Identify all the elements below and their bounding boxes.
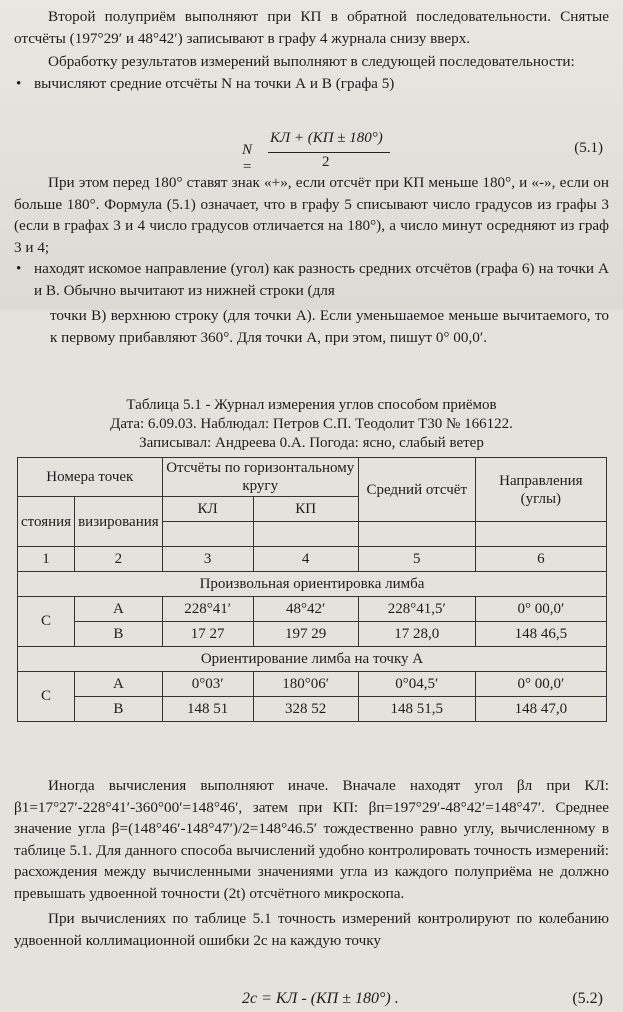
bullet-2-continued: точки В) верхнюю строку (для точки А). Если уменьшаемое меньше вычитаемого, то к первому прибавляют 360°. Для точки А, при этом, пишут 0° 00,0′.	[50, 307, 609, 346]
equation-number-2: (5.2)	[572, 990, 603, 1007]
paragraph-5: При вычислениях по таблице 5.1 точность измерений контролируют по колебанию удвоенной коллимационной ошибки 2с на каждую точку	[14, 910, 609, 949]
paragraph-1: Второй полуприём выполняют при КП в обратной последовательности. Снятые отсчёты (197°29′ и 48°42′) записывают в графу 4 журнала снизу вверх.	[14, 8, 609, 47]
paragraph-4: Иногда вычисления выполняют иначе. Вначале находят угол βл при КЛ: β1=17°27′-228°41′-360°00′=148°46′, затем при КП: βп=197°29′-48°42′=148°47′. Среднее значение угла β=(148°46′-148°47′)/2=148°46.5′ тождественно равно углу, вычисленному в таблице 5.1. Для данного способа вычислений удобно контролировать точность измерений: расхождения между вычисленными значениями угла из каждого полуприёма не должно превышать удвоенной точности (2t) отсчётного микроскопа.	[14, 777, 609, 902]
paragraph-3: При этом перед 180° ставят знак «+», если отсчёт при КП меньше 180°, и «-», если он больше 180°. Формула (5.1) означает, что в графу 5 списывают число градусов из графы 3 (если в графах 3 и 4 число градусов отличается на 180°), а число минут осредняют из граф 3 и 4;	[14, 174, 609, 256]
fraction-bar	[268, 152, 390, 153]
column-numbers-row: 1 2 3 4 5 6	[18, 547, 607, 572]
table-caption	[14, 396, 609, 453]
paragraph-2: Обработку результатов измерений выполняют в следующей последовательности:	[48, 53, 575, 70]
text-middle	[14, 172, 609, 348]
bullet-1: • вычисляют средние отсчёты N на точки А и В (графа 5)	[14, 73, 609, 95]
header-readings: Отсчёты по горизонтальному кругу	[162, 458, 358, 497]
header-mean: Средний отсчёт	[358, 458, 475, 522]
text-bottom	[14, 775, 609, 951]
table-row: В 17 27 197 29 17 28,0 148 46,5	[18, 622, 607, 647]
section-orient-on-a: Ориентирование лимба на точку А	[18, 647, 607, 672]
header-direction: Направления (углы)	[475, 458, 606, 522]
table-row: С А 228°41′ 48°42′ 228°41,5′ 0° 00,0′	[18, 597, 607, 622]
formula-numerator: КЛ + (КП ± 180°)	[270, 130, 383, 146]
equation-number: (5.1)	[574, 140, 603, 156]
formula-5-2	[14, 990, 609, 1012]
bullet-2: • находят искомое направление (угол) как разность средних отсчётов (графа 6) на точки А и В. Обычно вычитают из нижней строки (для	[14, 258, 609, 301]
header-sighting: визирования	[75, 497, 163, 547]
table-row: С А 0°03′ 180°06′ 0°04,5′ 0° 00,0′	[18, 672, 607, 697]
formula-5-1	[14, 128, 609, 174]
table-block	[14, 457, 609, 722]
angles-journal-table	[17, 457, 607, 722]
header-points: Номера точек	[18, 458, 163, 497]
table-meta-2: Записывал: Андреева 0.А. Погода: ясно, слабый ветер	[139, 435, 484, 451]
formula-2-expression: 2с = КЛ - (КП ± 180°) .	[242, 990, 399, 1007]
table-row: В 148 51 328 52 148 51,5 148 47,0	[18, 697, 607, 722]
formula-denominator: 2	[322, 154, 330, 170]
section-arbitrary-orientation: Произвольная ориентировка лимба	[18, 572, 607, 597]
text-top	[14, 6, 609, 94]
header-kp: КП	[253, 497, 358, 522]
table-title: Таблица 5.1 - Журнал измерения углов способом приёмов	[126, 397, 497, 413]
header-kl: КЛ	[162, 497, 253, 522]
header-station: стояния	[18, 497, 75, 547]
formula-lhs: N =	[242, 142, 253, 175]
table-meta-1: Дата: 6.09.03. Наблюдал: Петров С.П. Теодолит Т30 № 166122.	[110, 416, 513, 432]
